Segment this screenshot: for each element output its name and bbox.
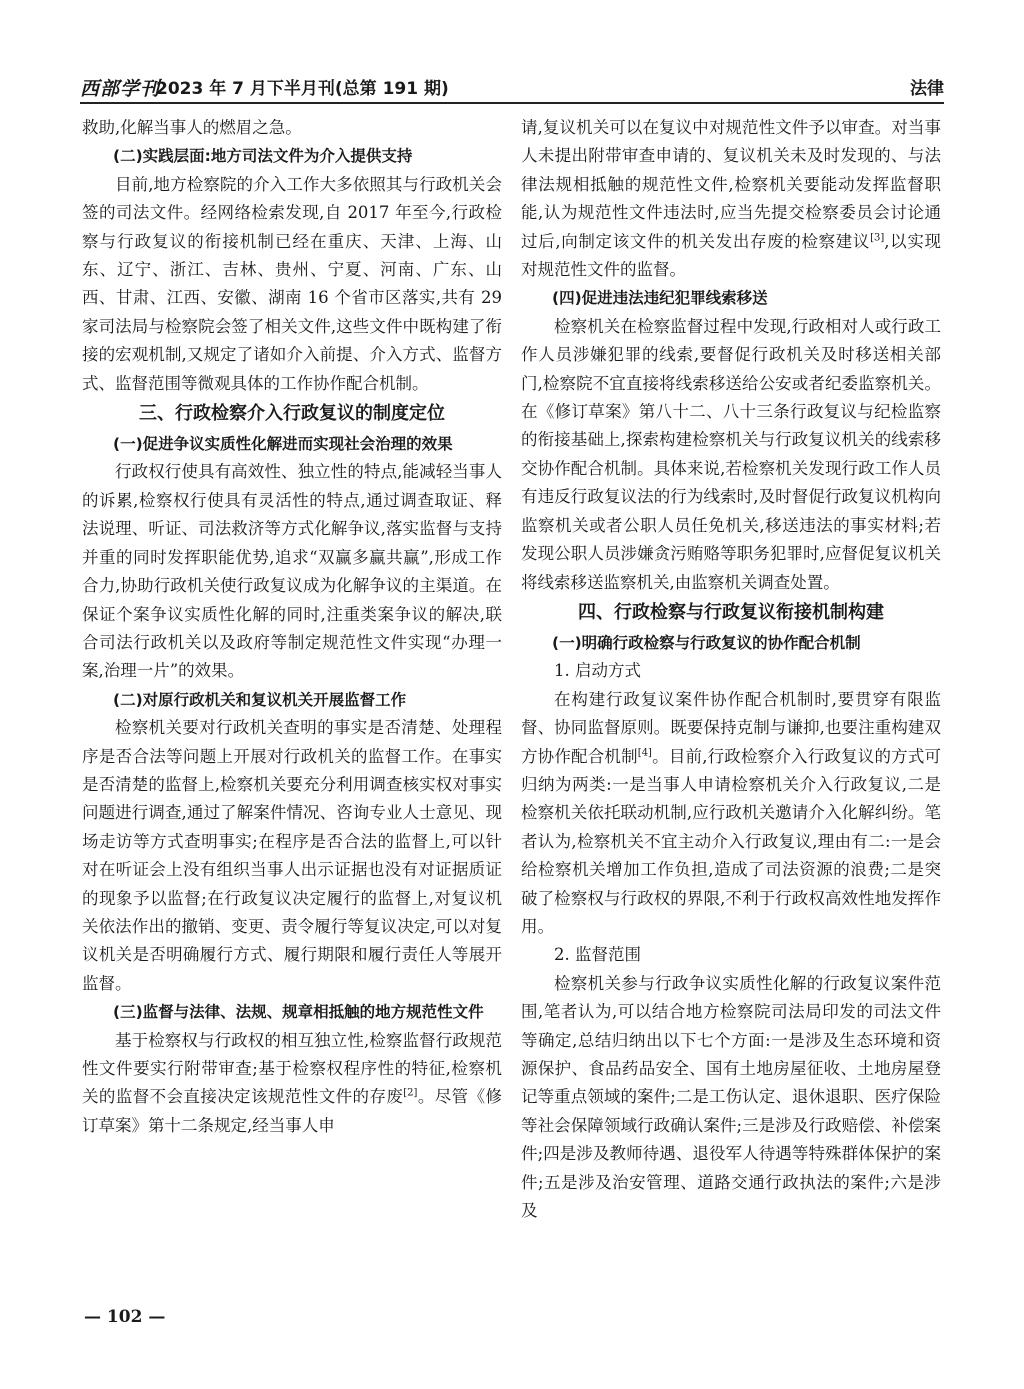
numbered-heading: 2. 监督范围 [554, 945, 641, 965]
paragraph [521, 114, 941, 284]
numbered-heading: 1. 启动方式 [554, 661, 641, 681]
left-column [82, 114, 502, 1140]
issue-info: 2023 年 7 月下半月刊(总第 191 期) [156, 79, 449, 99]
paragraph-text: 。目前,行政检察介入行政复议的方式可归纳为两类:一是当事人申请检察机关介入行政复议,二是检察机关依托联动机制,应行政机关邀请介入化解纠纷。笔者认为,检察机关不宜主动介入行政复议,理由有二:一是会给检察机关增加工作负担,造成了司法资源的浪费;二是突破了检察权与行政权的界限,不利于行政权高效性地发挥作用。 [521, 746, 942, 936]
paragraph-text: 。尽管《修订草案》第十二条规定,经当事人申 [82, 1087, 503, 1135]
paragraph: 救助,化解当事人的燃眉之急。 [82, 118, 302, 137]
paragraph-text: 在构建行政复议案件协作配合机制时,要贯穿有限监督、协同监督原则。既要保持克制与谦抑,也要注重构建双方协作配合机制 [521, 689, 941, 766]
paragraph: 检察机关参与行政争议实质性化解的行政复议案件范围,笔者认为,可以结合地方检察院司法局印发的司法文件等确定,总结归纳出以下七个方面:一是涉及生态环境和资源保护、食品药品安全、国有土地房屋征收、土地房屋登记等重点领域的案件;二是工伤认定、退休退职、医疗保险等社会保障领域行政确认案件;三是涉及行政赔偿、补偿案件;四是涉及教师待遇、退役军人待遇等特殊群体保护的案件;五是涉及治安管理、道路交通行政执法的案件;六是涉及 [521, 973, 941, 1221]
header-rule [80, 102, 944, 104]
journal-logo: 西部学刊 [80, 78, 161, 100]
subheading: (一)促进争议实质性化解进而实现社会治理的效果 [113, 435, 453, 454]
page-header [80, 72, 944, 98]
paragraph [82, 1027, 502, 1141]
subheading: (四)促进违法违纪犯罪线索移送 [552, 289, 768, 308]
citation-ref: [3] [870, 232, 885, 244]
right-column [521, 114, 941, 1225]
citation-ref: [4] [637, 747, 652, 759]
paragraph-text: 基于检察权与行政权的相互独立性,检察监督行政规范性文件要实行附带审查;基于检察权程序性的特征,检察机关的监督不会直接决定该规范性文件的存废 [82, 1030, 502, 1107]
paragraph-text: ,以实现对规范性文件的监督。 [521, 231, 942, 280]
page-number: — 102 — [84, 1307, 166, 1327]
subheading: (一)明确行政检察与行政复议的协作配合机制 [552, 633, 861, 652]
citation-ref: [2] [403, 1087, 418, 1099]
section-name: 法律 [910, 79, 944, 99]
subheading: (二)对原行政机关和复议机关开展监督工作 [113, 690, 407, 709]
paragraph-text: 请,复议机关可以在复议中对规范性文件予以审查。对当事人未提出附带审查申请的、复议机关未及时发现的、与法律法规相抵触的规范性文件,检察机关要能动发挥监督职能,认为规范性文件违法时,应当先提交检察委员会讨论通过后,向制定该文件的机关发出存废的检察建议 [521, 118, 941, 251]
section-heading: 四、行政检察与行政复议衔接机制构建 [578, 601, 884, 623]
paragraph: 检察机关在检察监督过程中发现,行政相对人或行政工作人员涉嫌犯罪的线索,要督促行政机关及时移送相关部门,检察院不宜直接将线索移送给公安或者纪委监察机关。在《修订草案》第八十二、八十三条行政复议与纪检监察的衔接基础上,探索构建检察机关与行政复议机关的线索移交协作配合机制。具体来说,若检察机关发现行政工作人员有违反行政复议法的行为线索时,及时督促行政复议机构向监察机关或者公职人员任免机关,移送违法的事实材料;若发现公职人员涉嫌贪污贿赂等职务犯罪时,应督促复议机关将线索移送监察机关,由监察机关调查处置。 [521, 316, 941, 592]
paragraph: 检察机关要对行政机关查明的事实是否清楚、处理程序是否合法等问题上开展对行政机关的监督工作。在事实是否清楚的监督上,检察机关要充分利用调查核实权对事实问题进行调查,通过了解案件情况、咨询专业人士意见、现场走访等方式查明事实;在程序是否合法的监督上,可以针对在听证会上没有组织当事人出示证据也没有对证据质证的现象予以监督;在行政复议决定履行的监督上,对复议机关依法作出的撤销、变更、责令履行等复议决定,可以对复议机关是否明确履行方式、履行期限和履行责任人等展开监督。 [82, 718, 502, 993]
subheading: (三)监督与法律、法规、规章相抵触的地方规范性文件 [113, 1003, 484, 1022]
subheading: (二)实践层面:地方司法文件为介入提供支持 [113, 147, 413, 166]
paragraph [521, 686, 941, 942]
section-heading: 三、行政检察介入行政复议的制度定位 [139, 403, 445, 425]
paragraph: 行政权行使具有高效性、独立性的特点,能减轻当事人的诉累,检察权行使具有灵活性的特点,通过调查取证、释法说理、听证、司法救济等方式化解争议,落实监督与支持并重的同时发挥职能优势,追求“双赢多赢共赢”,形成工作合力,协助行政机关使行政复议成为化解争议的主渠道。在保证个案争议实质性化解的同时,注重类案争议的解决,联合司法行政机关以及政府等制定规范性文件实现“办理一案,治理一片”的效果。 [82, 462, 502, 681]
paragraph: 目前,地方检察院的介入工作大多依照其与行政机关会签的司法文件。经网络检索发现,自 2017 年至今,行政检察与行政复议的衔接机制已经在重庆、天津、上海、山东、辽宁、浙江、吉林、贵州、宁夏、河南、广东、山西、甘肃、江西、安徽、湖南 16 个省市区落实,共有 29 家司法局与检察院会签了相关文件,这些文件中既构建了衔接的宏观机制,又规定了诸如介入前提、介入方式、监督方式、监督范围等微观具体的工作协作配合机制。 [82, 174, 502, 393]
